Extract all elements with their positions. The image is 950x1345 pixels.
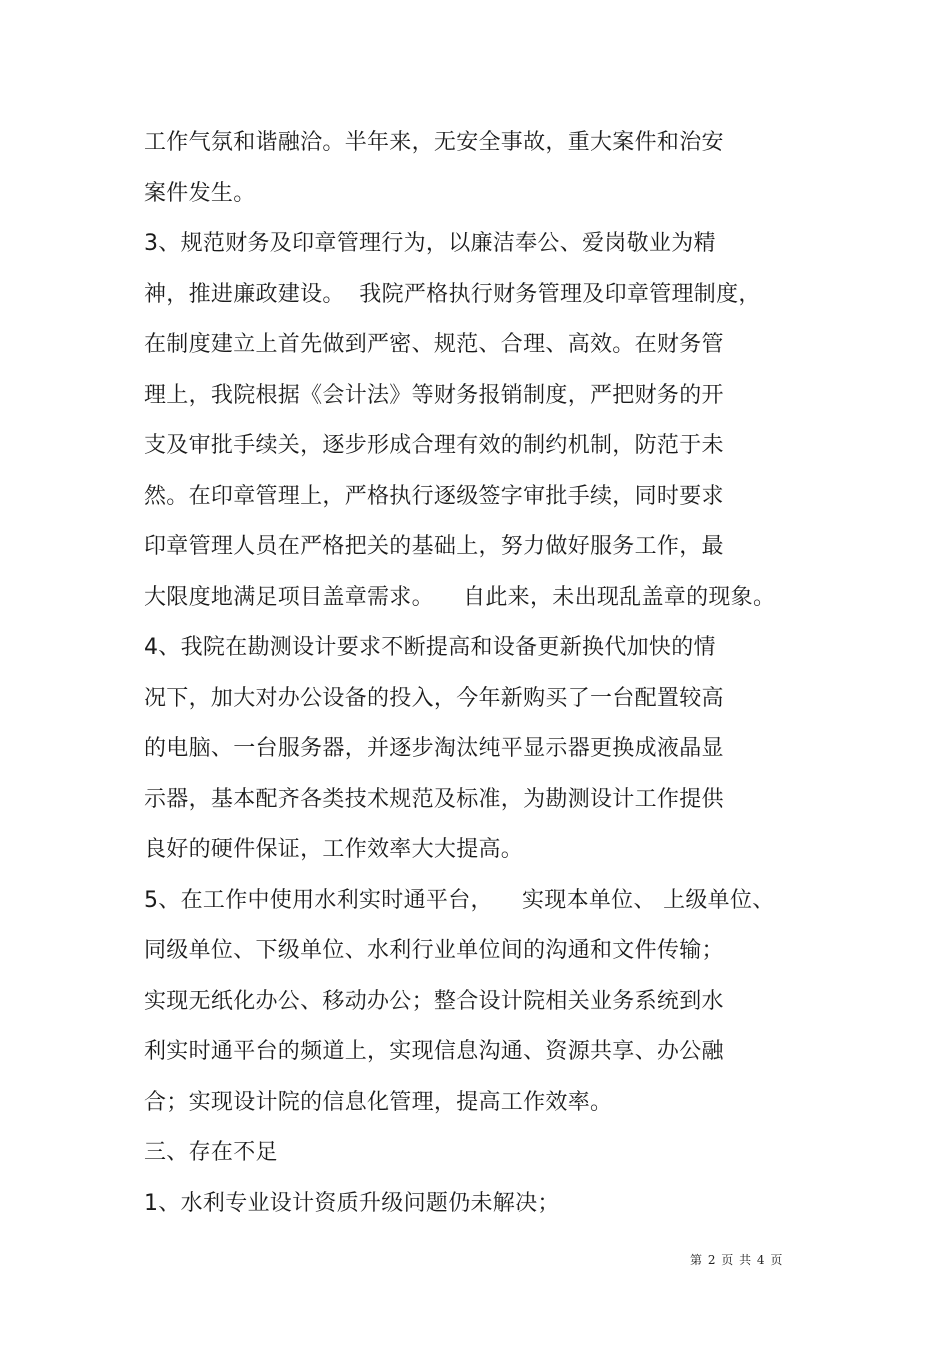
text-line: 然。在印章管理上，严格执行逐级签字审批手续，同时要求: [144, 483, 724, 509]
text-line: 况下，加大对办公设备的投入，今年新购买了一台配置较高: [144, 685, 724, 711]
text-line: 实现无纸化办公、移动办公；整合设计院相关业务系统到水: [144, 988, 724, 1014]
text-line: 4、我院在勘测设计要求不断提高和设备更新换代加快的情: [144, 635, 716, 660]
page-number-footer: 第 2 页 共 4 页: [690, 1253, 784, 1267]
section-heading: 三、存在不足: [144, 1140, 278, 1165]
text-line: 案件发生。: [144, 180, 256, 206]
text-line: 工作气氛和谐融洽。半年来，无安全事故，重大案件和治安: [144, 130, 724, 155]
text-line: 印章管理人员在严格把关的基础上，努力做好服务工作，最: [144, 534, 724, 559]
text-line: 示器，基本配齐各类技术规范及标准，为勘测设计工作提供: [144, 786, 724, 812]
text-line: 3、规范财务及印章管理行为，以廉洁奉公、爱岗敬业为精: [144, 231, 716, 256]
text-line: 良好的硬件保证，工作效率大大提高。: [144, 837, 524, 862]
text-line: 1、水利专业设计资质升级问题仍未解决；: [144, 1190, 560, 1216]
text-line: 理上，我院根据《会计法》等财务报销制度，严把财务的开: [144, 382, 724, 408]
text-line: 合；实现设计院的信息化管理，提高工作效率。: [144, 1089, 613, 1115]
text-line: 支及审批手续关，逐步形成合理有效的制约机制，防范于未: [144, 433, 724, 458]
document-body: [144, 118, 844, 1229]
text-line: 5、在工作中使用水利实时通平台， 实现本单位、 上级单位、: [144, 887, 775, 913]
text-line: 在制度建立上首先做到严密、规范、合理、高效。在财务管: [144, 332, 724, 357]
text-line: 利实时通平台的频道上，实现信息沟通、资源共享、办公融: [144, 1039, 724, 1064]
text-line: 神，推进廉政建设。 我院严格执行财务管理及印章管理制度，: [144, 281, 761, 307]
text-line: 大限度地满足项目盖章需求。 自此来，未出现乱盖章的现象。: [144, 584, 776, 610]
text-line: 同级单位、下级单位、水利行业单位间的沟通和文件传输；: [144, 938, 724, 963]
text-line: 的电脑、一台服务器，并逐步淘汰纯平显示器更换成液晶显: [144, 736, 724, 761]
